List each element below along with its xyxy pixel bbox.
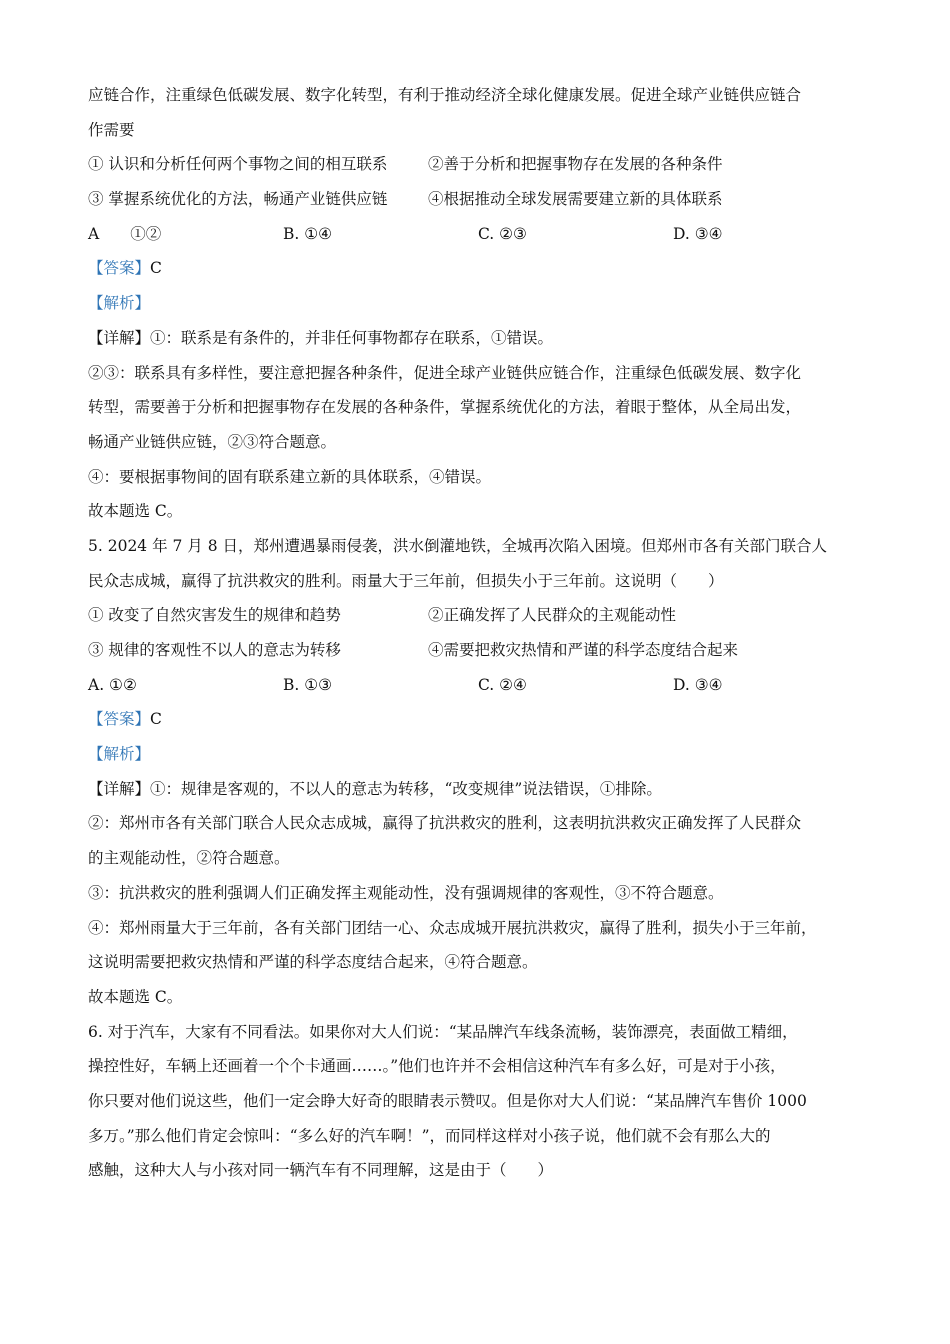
- document-page: [88, 78, 863, 1188]
- q4-explanation-line: ②③：联系具有多样性，要注意把握各种条件，促进全球产业链供应链合作，注重绿色低碳发展、数字化: [88, 363, 802, 382]
- answer-label: 【答案】: [88, 259, 151, 278]
- q4-choice-b: B. ①④: [283, 224, 333, 243]
- q4-choice-c: C. ②③: [478, 224, 527, 243]
- q4-analysis: [88, 286, 863, 321]
- q4-answer: [88, 251, 863, 286]
- q6-stem-line-5: 感触，这种大人与小孩对同一辆汽车有不同理解，这是由于（ ）: [88, 1161, 554, 1180]
- q4-statement-2: ②善于分析和把握事物存在发展的各种条件: [428, 155, 723, 174]
- q6-stem-line-2: 操控性好，车辆上还画着一个个卡通画……。”他们也许并不会相信这种汽车有多么好，可是对于小孩，: [88, 1057, 786, 1076]
- q5-explanation-line: ②：郑州市各有关部门联合人民众志成城，赢得了抗洪救灾的胜利，这表明抗洪救灾正确发挥了人民群众: [88, 814, 802, 833]
- q6-stem-line-4: 多万。”那么他们肯定会惊叫：“多么好的汽车啊！”，而同样这样对小孩子说，他们就不会有那么大的: [88, 1126, 771, 1145]
- q5-explanation-line: 这说明需要把救灾热情和严谨的科学态度结合起来，④符合题意。: [88, 953, 538, 972]
- q5-answer: [88, 702, 863, 737]
- q5-conclusion: 故本题选 C。: [88, 987, 183, 1006]
- q5-explanation-line: 【详解】①：规律是客观的，不以人的意志为转移，“改变规律”说法错误，①排除。: [88, 779, 662, 798]
- q4-choice-d: D. ③④: [673, 224, 723, 243]
- q4-stem-line-2: 作需要: [88, 120, 135, 139]
- q6-stem-line-3: 你只要对他们说这些，他们一定会睁大好奇的眼睛表示赞叹。但是你对大人们说：“某品牌汽车售价 1000: [88, 1091, 807, 1110]
- q5-stem-line-1: 5. 2024 年 7 月 8 日，郑州遭遇暴雨侵袭，洪水倒灌地铁，全城再次陷入困境。但郑州市各有关部门联合人: [88, 536, 828, 555]
- q4-statements-row-2: [88, 182, 863, 217]
- analysis-label: 【解析】: [88, 294, 151, 313]
- q4-conclusion: 故本题选 C。: [88, 502, 183, 521]
- q5-stem-line-2: 民众志成城，赢得了抗洪救灾的胜利。雨量大于三年前，但损失小于三年前。这说明（ ）: [88, 571, 724, 590]
- q5-choices: [88, 668, 863, 703]
- q5-explanation-line: ④：郑州雨量大于三年前，各有关部门团结一心、众志成城开展抗洪救灾，赢得了胜利，损失小于三年前，: [88, 918, 817, 937]
- q4-statement-4: ④根据推动全球发展需要建立新的具体联系: [428, 190, 723, 209]
- q4-explanation-line: 转型，需要善于分析和把握事物存在发展的各种条件，掌握系统优化的方法，着眼于整体，从全局出发，: [88, 398, 802, 417]
- q4-choices: [88, 217, 863, 252]
- q5-statement-1: ① 改变了自然灾害发生的规律和趋势: [88, 606, 341, 625]
- q4-explanation-line: ④：要根据事物间的固有联系建立新的具体联系，④错误。: [88, 467, 492, 486]
- analysis-label: 【解析】: [88, 745, 151, 764]
- q5-choice-d: D. ③④: [673, 675, 723, 694]
- q4-explanation-line: 畅通产业链供应链，②③符合题意。: [88, 432, 337, 451]
- answer-value: C: [150, 710, 162, 729]
- q5-analysis: [88, 737, 863, 772]
- q5-statements-row-2: [88, 633, 863, 668]
- q5-choice-a: A. ①②: [88, 675, 137, 694]
- q4-statement-1: ① 认识和分析任何两个事物之间的相互联系: [88, 155, 388, 174]
- q6-stem-line-1: 6. 对于汽车，大家有不同看法。如果你对大人们说：“某品牌汽车线条流畅，装饰漂亮，表面做工精细，: [88, 1022, 798, 1041]
- q4-statements-row-1: [88, 147, 863, 182]
- q4-statement-3: ③ 掌握系统优化的方法，畅通产业链供应链: [88, 190, 388, 209]
- q5-explanation-line: 的主观能动性，②符合题意。: [88, 849, 290, 868]
- q5-statement-4: ④需要把救灾热情和严谨的科学态度结合起来: [428, 641, 739, 659]
- answer-value: C: [150, 259, 162, 278]
- answer-label: 【答案】: [88, 710, 151, 729]
- q5-explanation-line: ③：抗洪救灾的胜利强调人们正确发挥主观能动性，没有强调规律的客观性，③不符合题意。: [88, 883, 724, 902]
- q4-choice-a: A ①②: [88, 224, 162, 243]
- q4-explanation-line: 【详解】①：联系是有条件的，并非任何事物都存在联系，①错误。: [88, 328, 554, 347]
- q5-statement-2: ②正确发挥了人民群众的主观能动性: [428, 606, 677, 625]
- q5-statements-row-1: [88, 598, 863, 633]
- q5-choice-b: B. ①③: [283, 675, 333, 694]
- q5-statement-3: ③ 规律的客观性不以人的意志为转移: [88, 641, 341, 659]
- q5-choice-c: C. ②④: [478, 675, 527, 694]
- q4-stem-line-1: 应链合作，注重绿色低碳发展、数字化转型，有利于推动经济全球化健康发展。促进全球产业链供应链合: [88, 86, 802, 104]
